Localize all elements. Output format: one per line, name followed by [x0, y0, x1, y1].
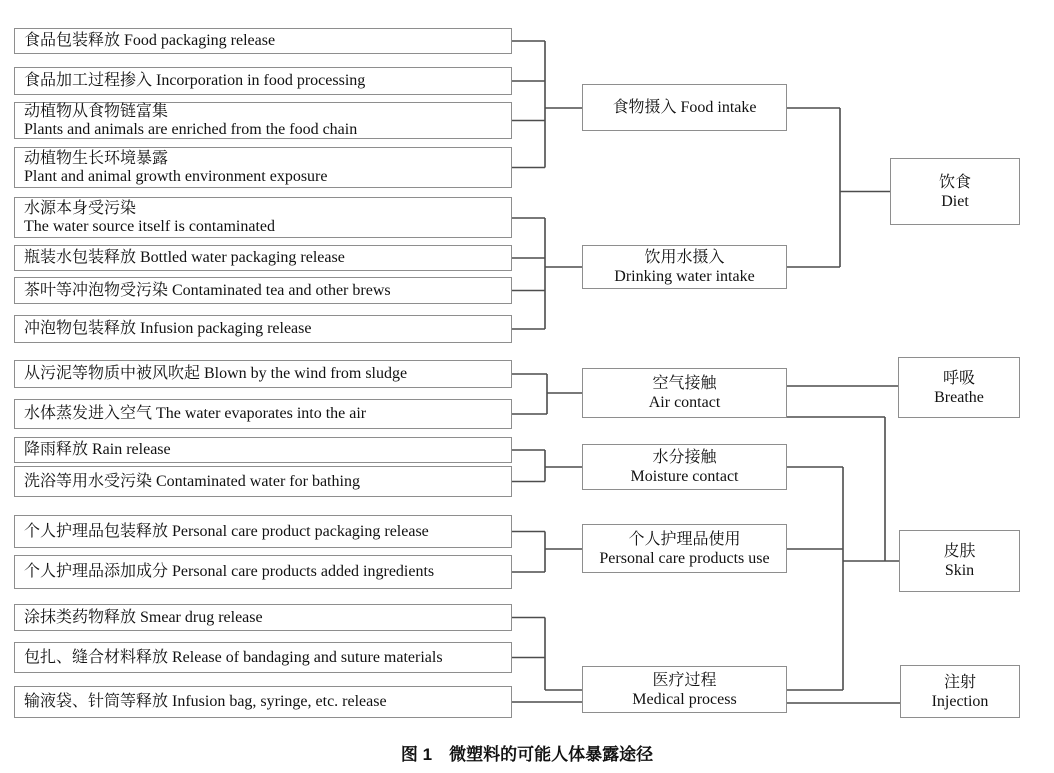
box-text-line-1: 动植物生长环境暴露	[24, 149, 169, 167]
box-text-line-2: Air contact	[648, 394, 721, 411]
connectors-food-intake	[512, 41, 582, 168]
box-text-line-1: 空气接触	[652, 375, 717, 392]
pathway-personal-care-use	[582, 524, 787, 573]
connectors-personal-care	[512, 532, 582, 573]
box-text-line-1: 涂抹类药物释放 Smear drug release	[24, 608, 263, 626]
box-text-line-1: 皮肤	[943, 543, 976, 560]
box-text-line-1: 饮食	[938, 173, 971, 191]
box-text-line-1: 个人护理品使用	[628, 530, 741, 548]
source-smear-drug-release	[14, 604, 512, 631]
source-food-chain-enrichment	[14, 102, 512, 139]
source-rain-release	[14, 437, 512, 463]
source-food-processing-incorporation	[14, 67, 512, 95]
box-text-line-2: Plant and animal growth environment exposure	[24, 167, 328, 185]
box-text-line-1: 水分接触	[652, 449, 717, 466]
box-text-line-2: Plants and animals are enriched from the food chain	[24, 120, 358, 138]
box-text-line-1: 个人护理品添加成分 Personal care products added ingredients	[24, 563, 435, 580]
source-growth-environment-exposure	[14, 147, 512, 188]
box-text-line-1: 食品加工过程掺入 Incorporation in food processing	[24, 72, 366, 89]
box-text-line-1: 动植物从食物链富集	[24, 102, 169, 120]
figure-caption: 图 1 微塑料的可能人体暴露途径	[400, 745, 654, 764]
connector-path	[512, 218, 582, 329]
pathway-food-intake	[582, 84, 787, 131]
box-text-line-2: Injection	[931, 692, 989, 710]
box-text-line-2: Skin	[944, 562, 975, 579]
box-text-line-1: 注射	[943, 673, 976, 691]
connector-path	[512, 374, 582, 414]
connectors-diet	[787, 108, 890, 267]
connector-path	[512, 450, 582, 482]
source-bathing-water	[14, 466, 512, 497]
source-infusion-bag-syringe	[14, 686, 512, 718]
source-personal-care-packaging	[14, 515, 512, 548]
connector-path	[512, 532, 582, 573]
source-food-packaging-release	[14, 28, 512, 54]
pathway-drinking-water-intake	[582, 245, 787, 289]
box-text-line-2: Personal care products use	[599, 549, 770, 567]
box-text-line-2: Moisture contact	[630, 468, 739, 485]
route-injection	[900, 665, 1020, 718]
box-text-line-1: 饮用水摄入	[644, 249, 725, 266]
box-text-line-1: 洗浴等用水受污染 Contaminated water for bathing	[24, 472, 360, 490]
source-infusion-packaging	[14, 315, 512, 343]
box-text-line-1: 包扎、缝合材料释放 Release of bandaging and suture materials	[24, 648, 443, 666]
source-bottled-water-packaging	[14, 245, 512, 271]
box-text-line-2: The water source itself is contaminated	[24, 217, 276, 235]
pathway-air-contact	[582, 368, 787, 418]
connector-path	[512, 41, 582, 168]
source-contaminated-brews	[14, 277, 512, 304]
pathway-moisture-contact	[582, 444, 787, 490]
connectors-drinking-water	[512, 218, 582, 329]
box-text-line-1: 食品包装释放 Food packaging release	[24, 32, 276, 49]
box-text-line-2: Diet	[941, 192, 969, 210]
source-bandaging-suture-release	[14, 642, 512, 673]
box-text-line-1: 水源本身受污染	[24, 199, 137, 217]
box-text-line-1: 降雨释放 Rain release	[24, 441, 171, 458]
source-contaminated-water-source	[14, 197, 512, 238]
box-text-line-1: 医疗过程	[652, 671, 717, 689]
source-personal-care-ingredients	[14, 555, 512, 589]
box-text-line-1: 输液袋、针筒等释放 Infusion bag, syringe, etc. release	[24, 693, 387, 710]
connectors-medical-process	[512, 618, 582, 703]
box-text-line-2: Breathe	[934, 388, 984, 406]
source-water-evaporation	[14, 399, 512, 429]
connector-path	[787, 417, 899, 690]
connector-path	[512, 618, 582, 703]
connector-path	[787, 108, 890, 267]
box-text-line-2: Medical process	[632, 690, 737, 708]
source-wind-blown-sludge	[14, 360, 512, 388]
pathway-medical-process	[582, 666, 787, 713]
box-text-line-1: 呼吸	[942, 369, 975, 387]
box-text-line-2: Drinking water intake	[614, 268, 755, 285]
box-text-line-1: 冲泡物包装释放 Infusion packaging release	[24, 320, 312, 337]
box-text-line-1: 水体蒸发进入空气 The water evaporates into the air	[24, 405, 367, 422]
connectors-skin	[787, 417, 899, 690]
connectors-moisture-contact	[512, 450, 582, 482]
box-text-line-1: 瓶装水包装释放 Bottled water packaging release	[24, 249, 345, 266]
route-diet	[890, 158, 1020, 225]
route-skin	[899, 530, 1020, 592]
box-text-line-1: 从污泥等物质中被风吹起 Blown by the wind from sludge	[24, 365, 408, 382]
box-text-line-1: 食物摄入 Food intake	[612, 99, 757, 116]
route-breathe	[898, 357, 1020, 418]
box-text-line-1: 茶叶等冲泡物受污染 Contaminated tea and other brews	[24, 281, 391, 299]
box-text-line-1: 个人护理品包装释放 Personal care product packaging release	[24, 522, 429, 540]
connectors-air-contact	[512, 374, 582, 414]
